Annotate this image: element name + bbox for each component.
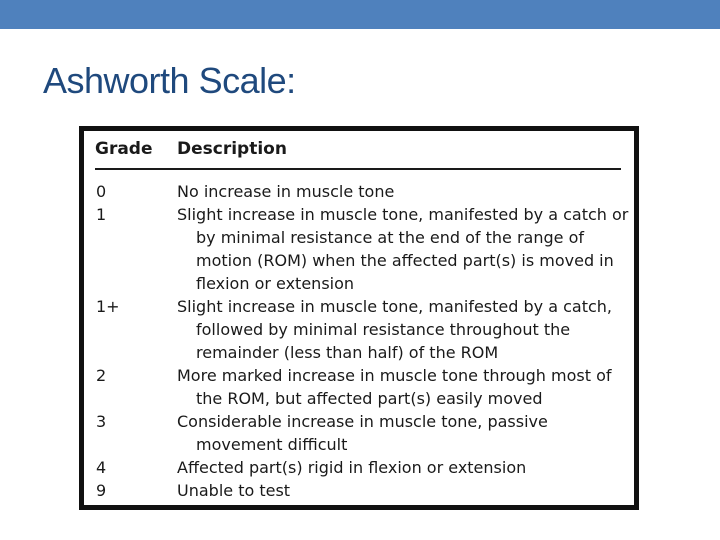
description-line: motion (ROM) when the affected part(s) is moved in (196, 251, 614, 270)
grade-description (177, 295, 634, 364)
header-grade: Grade (95, 139, 153, 159)
description-line: Slight increase in muscle tone, manifested by a catch, (177, 297, 612, 316)
description-line: followed by minimal resistance throughout the (196, 320, 571, 339)
table-rows (84, 180, 634, 502)
ashworth-table (79, 126, 639, 510)
table-row (84, 295, 634, 364)
description-line: the ROM, but affected part(s) easily moved (196, 389, 543, 408)
grade-description (177, 364, 634, 410)
description-line: remainder (less than half) of the ROM (196, 343, 499, 362)
grade-value: 1+ (96, 297, 120, 316)
slide-title: Ashworth Scale: (43, 60, 296, 101)
description-line: No increase in muscle tone (177, 182, 395, 201)
grade-description (177, 203, 634, 295)
grade-value: 0 (96, 182, 107, 201)
grade-description (177, 479, 634, 502)
grade-value: 2 (96, 366, 107, 385)
table-row (84, 203, 634, 295)
description-line: More marked increase in muscle tone through most of (177, 366, 612, 385)
header-divider (95, 168, 621, 170)
header-description: Description (177, 139, 287, 159)
grade-value: 3 (96, 412, 107, 431)
description-line: movement difficult (196, 435, 348, 454)
table-body (84, 131, 634, 505)
description-line: Slight increase in muscle tone, manifested by a catch or (177, 205, 629, 224)
table-row (84, 456, 634, 479)
table-row (84, 479, 634, 502)
grade-description (177, 456, 634, 479)
grade-description (177, 180, 634, 203)
description-line: by minimal resistance at the end of the range of (196, 228, 584, 247)
description-line: Considerable increase in muscle tone, passive (177, 412, 548, 431)
grade-value: 9 (96, 481, 107, 500)
top-accent-band (0, 0, 720, 29)
description-line: Affected part(s) rigid in flexion or extension (177, 458, 527, 477)
grade-description (177, 410, 634, 456)
grade-value: 1 (96, 205, 107, 224)
table-row (84, 410, 634, 456)
table-row (84, 364, 634, 410)
description-line: flexion or extension (196, 274, 355, 293)
grade-value: 4 (96, 458, 107, 477)
table-row (84, 180, 634, 203)
description-line: Unable to test (177, 481, 291, 500)
